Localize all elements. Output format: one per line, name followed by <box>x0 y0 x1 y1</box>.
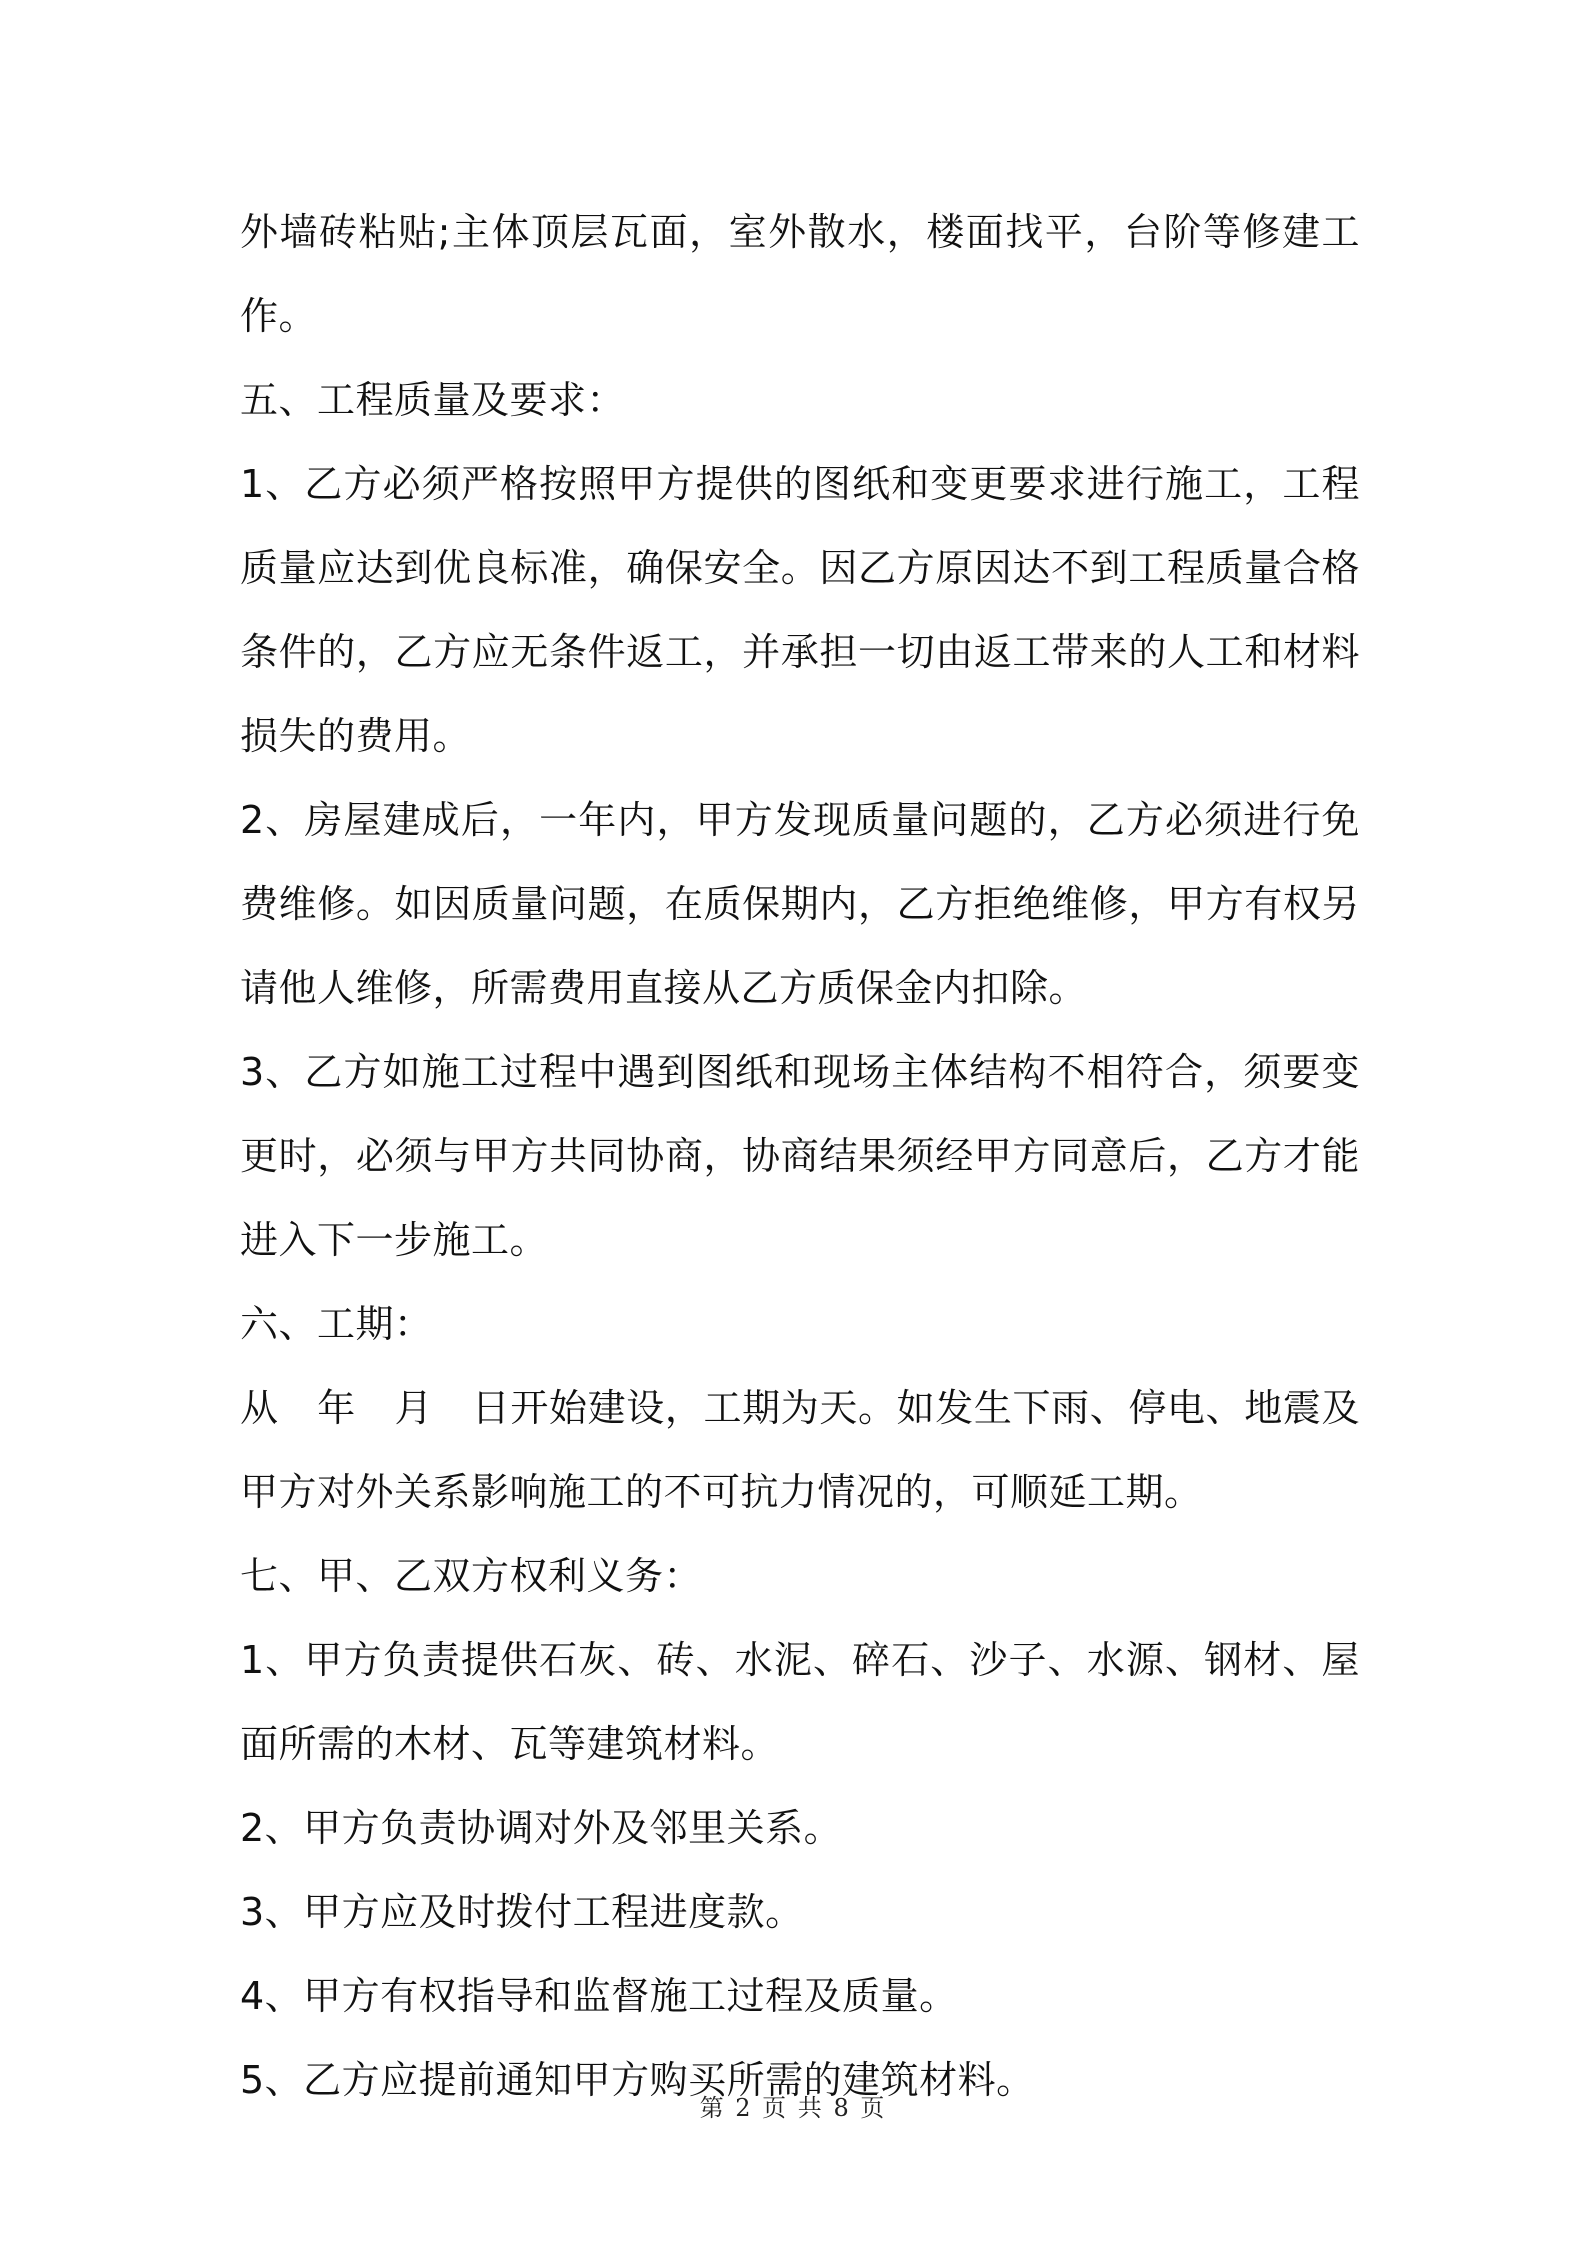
section-heading-quality: 五、工程质量及要求： <box>240 378 626 422</box>
section-heading-schedule: 六、工期： <box>240 1302 433 1346</box>
clause-rights-1: 1、甲方负责提供石灰、砖、水泥、碎石、沙子、水源、钢材、屋面所需的木材、瓦等建筑材料。 <box>240 1638 1360 1766</box>
document-body <box>240 190 1360 2122</box>
clause-schedule: 从 年 月 日开始建设，工期为天。如发生下雨、停电、地震及甲方对外关系影响施工的不可抗力情况的，可顺延工期。 <box>240 1386 1360 1514</box>
clause-quality-2: 2、房屋建成后，一年内，甲方发现质量问题的，乙方必须进行免费维修。如因质量问题，在质保期内，乙方拒绝维修，甲方有权另请他人维修，所需费用直接从乙方质保金内扣除。 <box>240 798 1360 1010</box>
section-heading-rights: 七、甲、乙双方权利义务： <box>240 1554 703 1598</box>
clause-quality-1: 1、乙方必须严格按照甲方提供的图纸和变更要求进行施工，工程质量应达到优良标准，确保安全。因乙方原因达不到工程质量合格条件的，乙方应无条件返工，并承担一切由返工带来的人工和材料损失的费用。 <box>240 462 1360 758</box>
clause-rights-3: 3、甲方应及时拨付工程进度款。 <box>240 1890 804 1934</box>
clause-rights-2: 2、甲方负责协调对外及邻里关系。 <box>240 1806 843 1850</box>
clause-rights-5: 5、乙方应提前通知甲方购买所需的建筑材料。 <box>240 2058 1035 2102</box>
clause-rights-4: 4、甲方有权指导和监督施工过程及质量。 <box>240 1974 958 2018</box>
page-number-footer: 第 2 页 共 8 页 <box>699 2094 887 2122</box>
clause-quality-3: 3、乙方如施工过程中遇到图纸和现场主体结构不相符合，须要变更时，必须与甲方共同协商，协商结果须经甲方同意后，乙方才能进入下一步施工。 <box>240 1050 1360 1262</box>
paragraph-continuation: 外墙砖粘贴;主体顶层瓦面，室外散水，楼面找平，台阶等修建工作。 <box>240 210 1360 338</box>
